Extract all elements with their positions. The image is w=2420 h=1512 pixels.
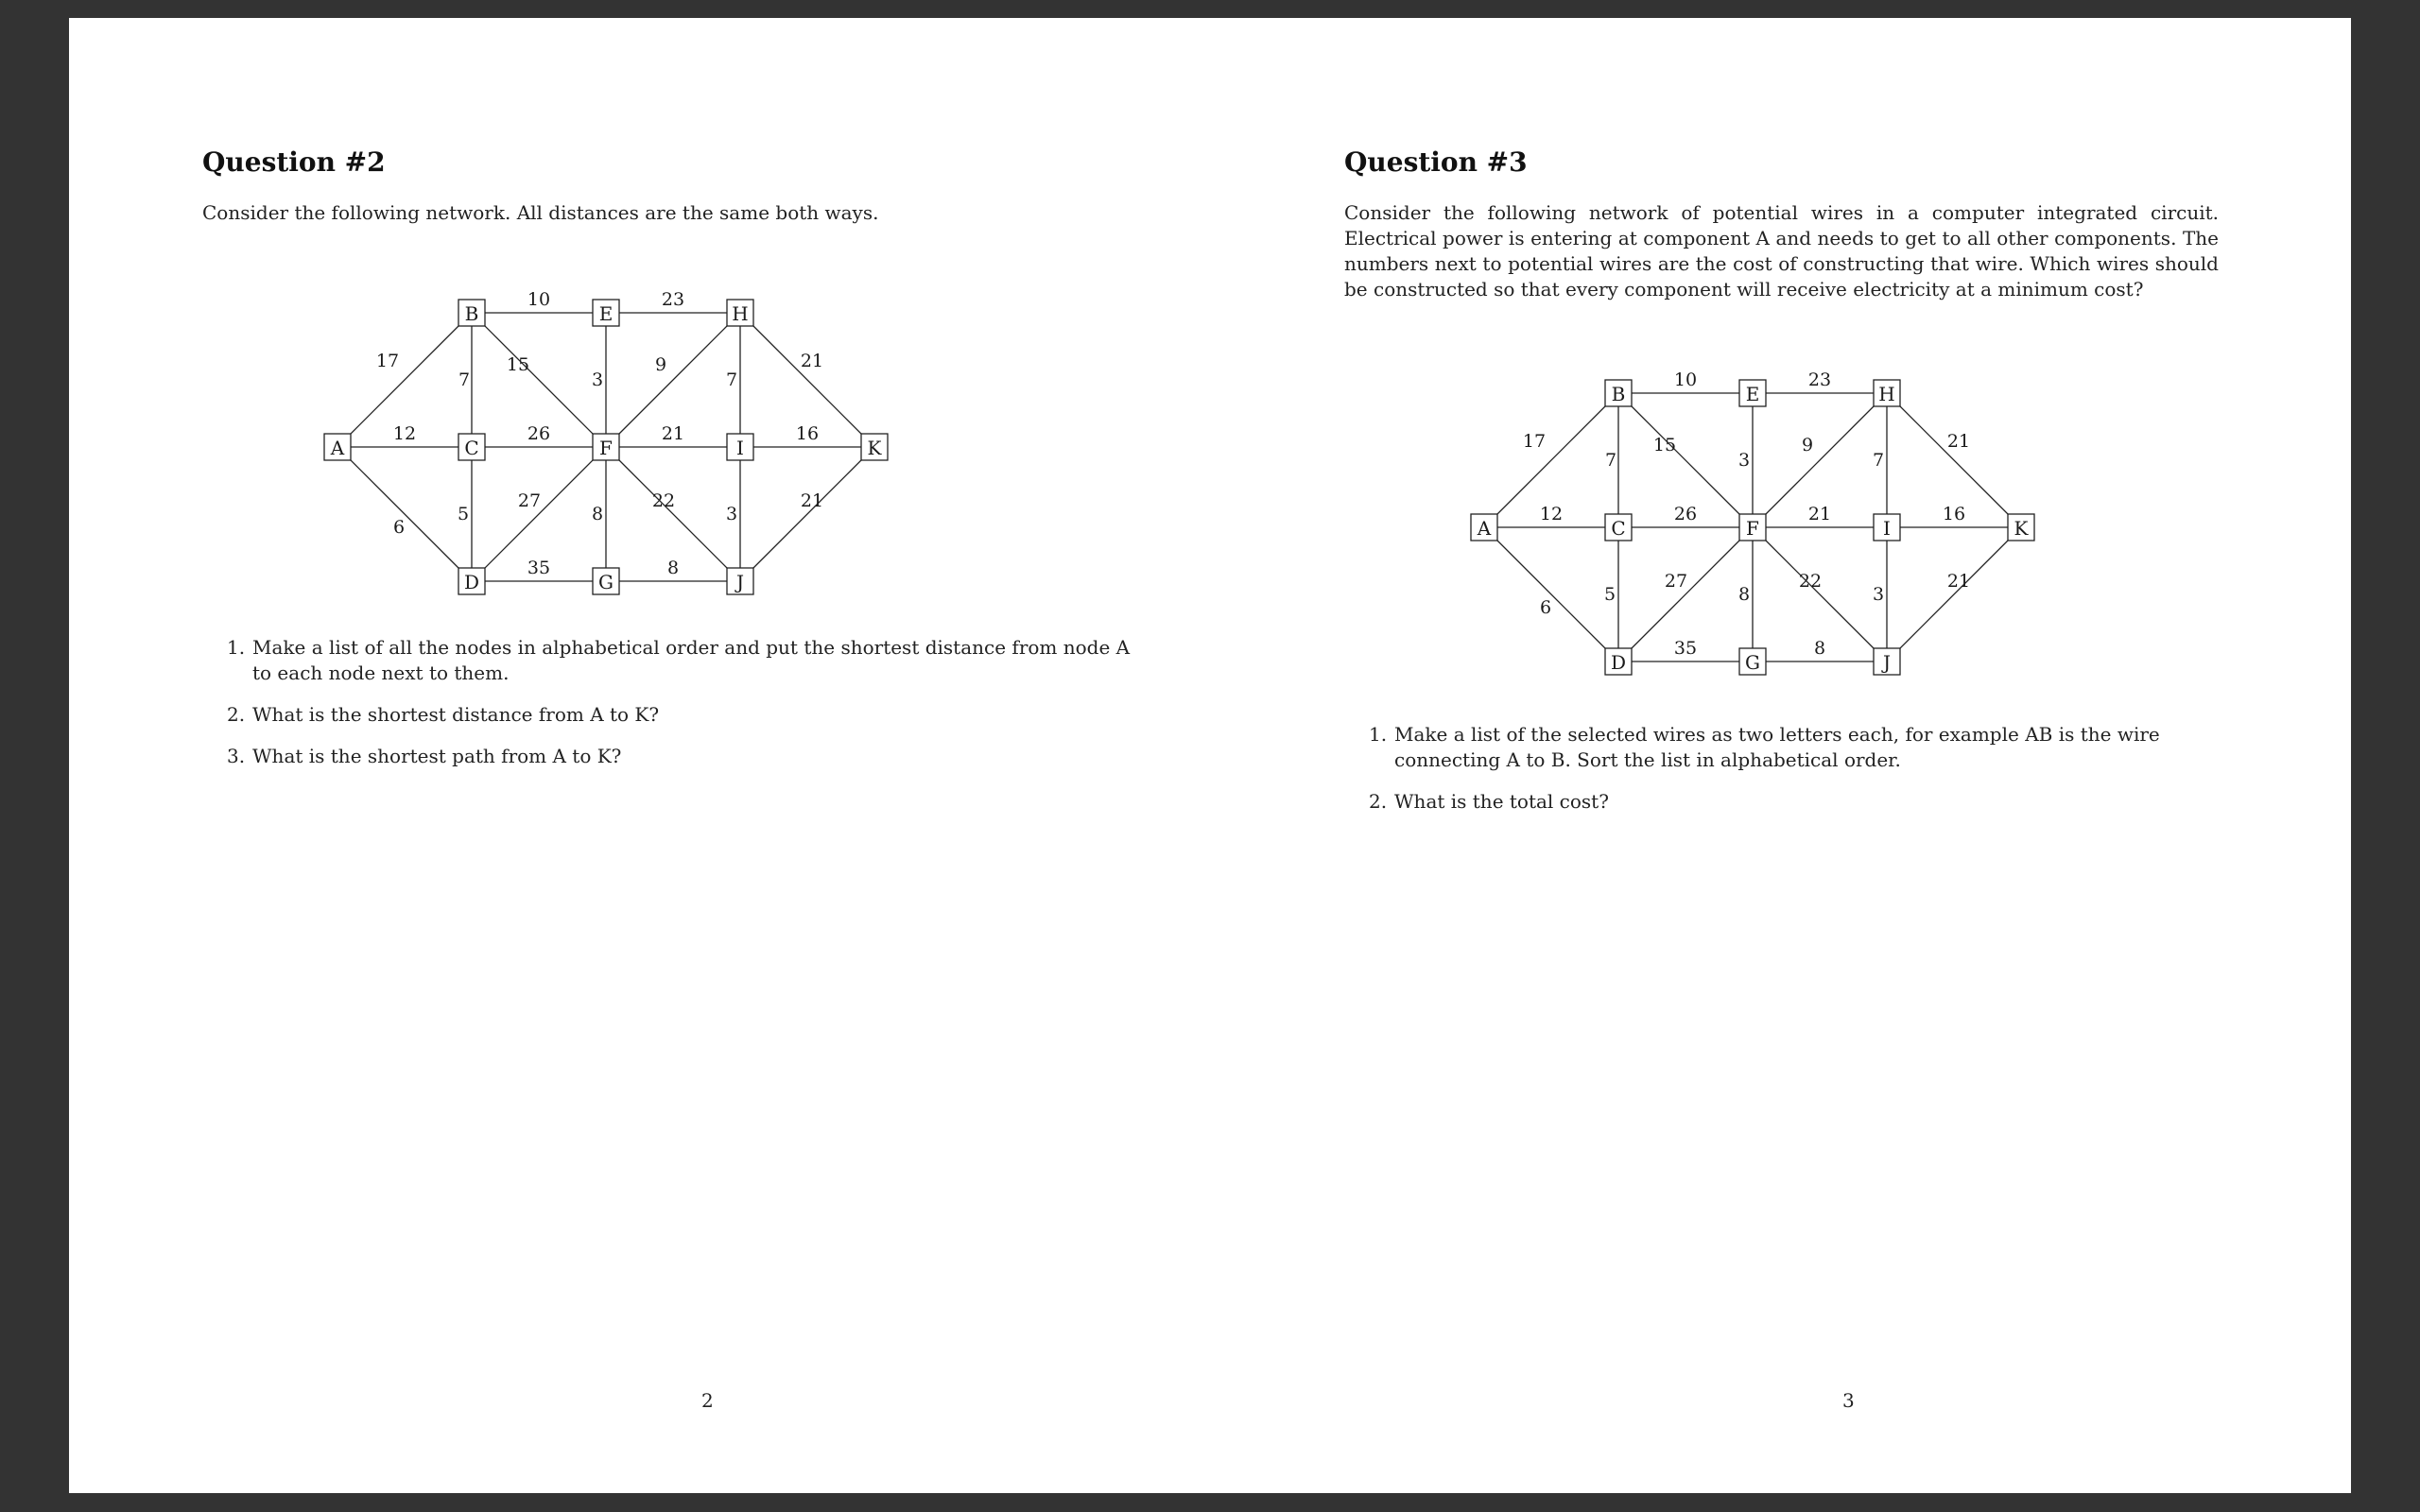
node-label: I — [736, 437, 744, 459]
edge-weight-ab: 17 — [375, 351, 400, 371]
edge-weight-jk: 21 — [800, 490, 824, 511]
node-j — [727, 568, 753, 594]
edge-weight-gj: 8 — [666, 558, 680, 578]
edge-weight-hi: 7 — [725, 369, 738, 390]
edge-weight-hk: 21 — [800, 351, 824, 371]
edge-weight-hi: 7 — [1872, 450, 1885, 471]
question-3-item-2 — [1344, 789, 2219, 815]
edge-weight-fj: 22 — [651, 490, 676, 511]
edge-weight-ac: 12 — [1539, 504, 1564, 524]
edge-weight-df: 27 — [517, 490, 542, 511]
node-label: H — [732, 302, 749, 325]
node-label: D — [1610, 651, 1627, 674]
edge-weight-bc: 7 — [458, 369, 471, 390]
edge-weight-ad: 6 — [1539, 597, 1552, 618]
node-d — [458, 568, 485, 594]
page-number: 3 — [1842, 1389, 1855, 1412]
edge-weight-gj: 8 — [1813, 638, 1826, 659]
edge-weight-hk: 21 — [1946, 431, 1971, 452]
edge-weight-ac: 12 — [392, 423, 417, 444]
node-e — [593, 300, 619, 326]
node-e — [1739, 380, 1766, 406]
edge-weight-be: 10 — [527, 289, 551, 310]
edge-weight-ik: 16 — [795, 423, 820, 444]
node-g — [1739, 648, 1766, 675]
edge-weight-cd: 5 — [1603, 584, 1616, 605]
edge-weight-ij: 3 — [1872, 584, 1885, 605]
edge-weight-eh: 23 — [661, 289, 685, 310]
node-label: E — [598, 302, 614, 325]
node-label: F — [1746, 517, 1759, 540]
node-k — [2008, 514, 2034, 541]
edge-weight-fh: 9 — [654, 354, 667, 375]
node-label: C — [1611, 517, 1626, 540]
page-3 — [1344, 18, 2219, 1493]
node-b — [1605, 380, 1632, 406]
edge-weight-ik: 16 — [1942, 504, 1966, 524]
node-c — [1605, 514, 1632, 541]
question-2-title: Question #2 — [202, 146, 386, 178]
question-2-item-3 — [202, 744, 1148, 769]
edge-weight-df: 27 — [1664, 571, 1688, 592]
node-h — [727, 300, 753, 326]
node-i — [1874, 514, 1900, 541]
edge-jk — [740, 447, 874, 581]
page-2 — [202, 18, 1148, 1493]
node-i — [727, 434, 753, 460]
node-h — [1874, 380, 1900, 406]
item-number: 2. — [227, 703, 246, 726]
node-label: C — [464, 437, 479, 459]
edge-weight-fi: 21 — [1807, 504, 1832, 524]
node-label: A — [1477, 517, 1492, 540]
node-label: A — [330, 437, 345, 459]
item-text: Make a list of the selected wires as two letters each, for example AB is the wire connecting A to B. Sort the list in alphabetical order. — [1394, 723, 2160, 771]
question-3-item-1 — [1344, 722, 2219, 773]
edge-weight-cf: 26 — [1673, 504, 1698, 524]
node-label: F — [599, 437, 613, 459]
item-number: 1. — [1369, 723, 1388, 746]
edge-weight-dg: 35 — [1673, 638, 1698, 659]
item-number: 3. — [227, 745, 246, 767]
node-a — [324, 434, 351, 460]
question-3-intro: Consider the following network of potential wires in a computer integrated circuit. Electrical power is entering at component A and needs to get to all other components. The numbers next to potential wires are the cost of constructing that wire. Which wires should be constructed so that every component will receive electricity at a minimum cost? — [1344, 201, 2219, 301]
item-number: 2. — [1369, 790, 1388, 813]
edge-weight-ef: 3 — [591, 369, 604, 390]
edge-weight-eh: 23 — [1807, 369, 1832, 390]
node-a — [1471, 514, 1497, 541]
question-3-title: Question #3 — [1344, 146, 1528, 178]
node-label: G — [1745, 651, 1760, 674]
node-b — [458, 300, 485, 326]
edge-weight-ij: 3 — [725, 504, 738, 524]
edge-weight-bf: 15 — [506, 354, 530, 375]
question-2-item-1 — [202, 635, 1148, 686]
question-2-list — [202, 635, 1148, 785]
edge-jk — [1887, 527, 2021, 662]
edge-weight-dg: 35 — [527, 558, 551, 578]
edge-weight-fg: 8 — [591, 504, 604, 524]
edge-weight-bc: 7 — [1604, 450, 1617, 471]
edge-weight-ab: 17 — [1522, 431, 1547, 452]
edge-weight-fj: 22 — [1798, 571, 1823, 592]
node-label: D — [463, 571, 480, 593]
edge-weight-ef: 3 — [1737, 450, 1751, 471]
edge-weight-fi: 21 — [661, 423, 685, 444]
edge-weight-fg: 8 — [1737, 584, 1751, 605]
edge-weight-cf: 26 — [527, 423, 551, 444]
item-text: What is the total cost? — [1394, 790, 1609, 813]
question-3-list — [1344, 722, 2219, 831]
node-j — [1874, 648, 1900, 675]
question-2-network-diagram — [323, 279, 919, 610]
edge-weight-ad: 6 — [392, 517, 406, 538]
edge-weight-be: 10 — [1673, 369, 1698, 390]
edge-ad — [1484, 527, 1618, 662]
network-graph-q3 — [1344, 361, 2029, 692]
edge-weight-fh: 9 — [1801, 435, 1814, 455]
node-label: J — [1882, 651, 1892, 674]
node-c — [458, 434, 485, 460]
node-d — [1605, 648, 1632, 675]
item-number: 1. — [227, 636, 246, 659]
node-label: H — [1878, 383, 1895, 405]
node-g — [593, 568, 619, 594]
node-label: I — [1883, 517, 1891, 540]
page-spread — [69, 18, 2351, 1493]
item-text: Make a list of all the nodes in alphabetical order and put the shortest distance from node A to each node next to them. — [252, 636, 1131, 684]
node-label: B — [1611, 383, 1626, 405]
item-text: What is the shortest path from A to K? — [252, 745, 622, 767]
network-graph-q2 — [323, 279, 919, 610]
node-label: G — [598, 571, 614, 593]
node-label: K — [867, 437, 882, 459]
node-label: K — [2014, 517, 2029, 540]
question-2-intro: Consider the following network. All distances are the same both ways. — [202, 201, 879, 224]
item-text: What is the shortest distance from A to K? — [252, 703, 660, 726]
edge-ad — [337, 447, 472, 581]
node-label: J — [735, 571, 745, 593]
edge-weight-jk: 21 — [1946, 571, 1971, 592]
node-k — [861, 434, 888, 460]
question-3-network-diagram — [1344, 361, 2029, 692]
page-number: 2 — [701, 1389, 714, 1412]
edge-weight-cd: 5 — [457, 504, 470, 524]
node-label: B — [464, 302, 479, 325]
node-f — [1739, 514, 1766, 541]
node-label: E — [1745, 383, 1760, 405]
edge-weight-bf: 15 — [1652, 435, 1677, 455]
node-f — [593, 434, 619, 460]
question-2-item-2 — [202, 702, 1148, 728]
